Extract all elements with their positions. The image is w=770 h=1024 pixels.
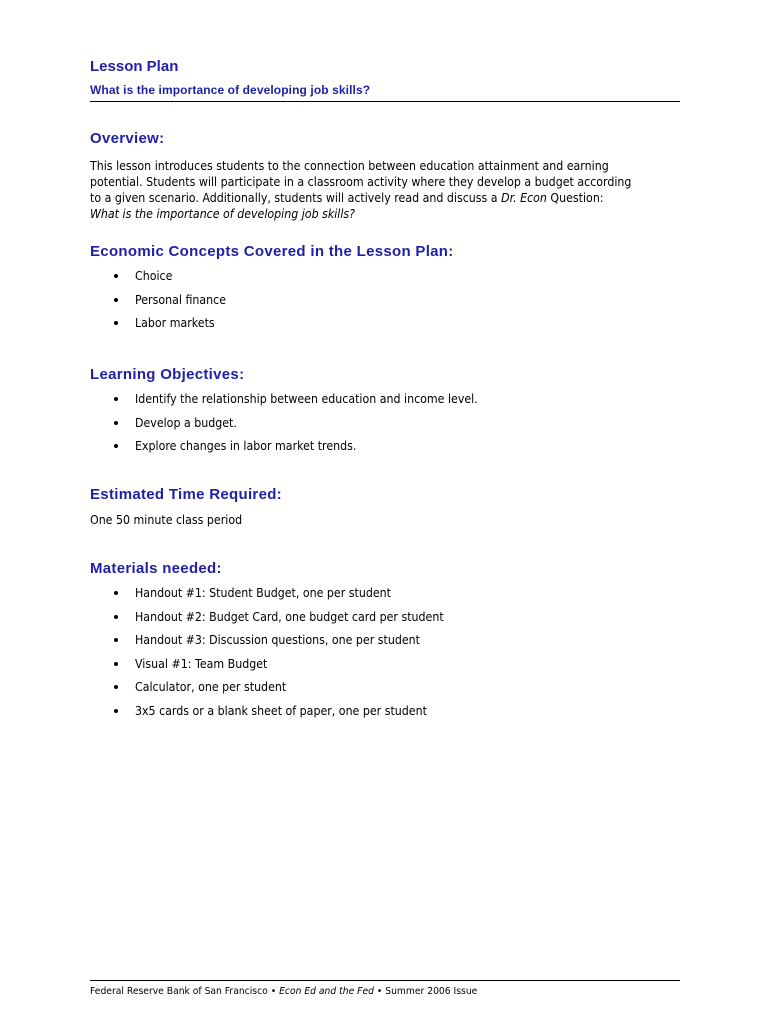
time-text: One 50 minute class period — [90, 513, 243, 527]
list-item: Labor markets — [90, 315, 690, 339]
list-item: Identify the relationship between education and income level. — [90, 391, 690, 415]
overview-italic-question: What is the importance of developing job skills? — [90, 207, 356, 221]
concepts-heading: Economic Concepts Covered in the Lesson Plan: — [90, 243, 454, 260]
page-footer — [90, 980, 680, 998]
objectives-list — [90, 391, 690, 462]
overview-italic-dr-econ: Dr. Econ — [501, 191, 547, 205]
footer-divider — [90, 980, 680, 981]
list-item: Develop a budget. — [90, 415, 690, 439]
footer-text — [90, 985, 633, 998]
concepts-section — [90, 242, 690, 339]
footer-org: Federal Reserve Bank of San Francisco — [90, 986, 268, 997]
list-item: Handout #1: Student Budget, one per student — [90, 585, 690, 609]
bullet-icon — [114, 615, 118, 619]
bullet-icon — [114, 685, 118, 689]
objectives-section — [90, 365, 690, 462]
overview-heading: Overview: — [90, 130, 165, 147]
footer-separator: • — [267, 986, 280, 997]
document-title: Lesson Plan — [90, 58, 179, 75]
objectives-heading: Learning Objectives: — [90, 366, 245, 383]
footer-publication: Econ Ed and the Fed — [279, 986, 374, 997]
bullet-icon — [114, 662, 118, 666]
materials-heading: Materials needed: — [90, 560, 222, 577]
bullet-icon — [114, 421, 118, 425]
list-item: Explore changes in labor market trends. — [90, 438, 690, 462]
bullet-icon — [114, 274, 118, 278]
footer-issue: Summer 2006 Issue — [385, 986, 478, 997]
list-item: Personal finance — [90, 292, 690, 316]
list-item: Visual #1: Team Budget — [90, 656, 690, 680]
overview-text-1: This lesson introduces students to the connection between education attainment and earning potential. Students will participate in a classroom activity where they develop a budget according to a given scenario. Additionally, students will actively read and discuss a — [90, 159, 632, 205]
bullet-icon — [114, 444, 118, 448]
materials-list — [90, 585, 690, 726]
bullet-icon — [114, 397, 118, 401]
document-subtitle: What is the importance of developing job skills? — [90, 83, 371, 97]
overview-section — [90, 129, 690, 222]
list-item: Handout #2: Budget Card, one budget card per student — [90, 609, 690, 633]
list-item: Calculator, one per student — [90, 679, 690, 703]
bullet-icon — [114, 709, 118, 713]
overview-paragraph — [90, 158, 633, 222]
time-section — [90, 485, 690, 528]
list-item: 3x5 cards or a blank sheet of paper, one per student — [90, 703, 690, 727]
concepts-list — [90, 268, 690, 339]
bullet-icon — [114, 298, 118, 302]
list-item: Choice — [90, 268, 690, 292]
overview-text-2: Question: — [546, 191, 604, 205]
bullet-icon — [114, 591, 118, 595]
footer-separator: • — [373, 986, 386, 997]
time-heading: Estimated Time Required: — [90, 486, 282, 503]
document-header — [90, 57, 680, 102]
list-item: Handout #3: Discussion questions, one per student — [90, 632, 690, 656]
materials-section — [90, 559, 690, 726]
bullet-icon — [114, 638, 118, 642]
header-divider — [90, 101, 680, 102]
bullet-icon — [114, 321, 118, 325]
